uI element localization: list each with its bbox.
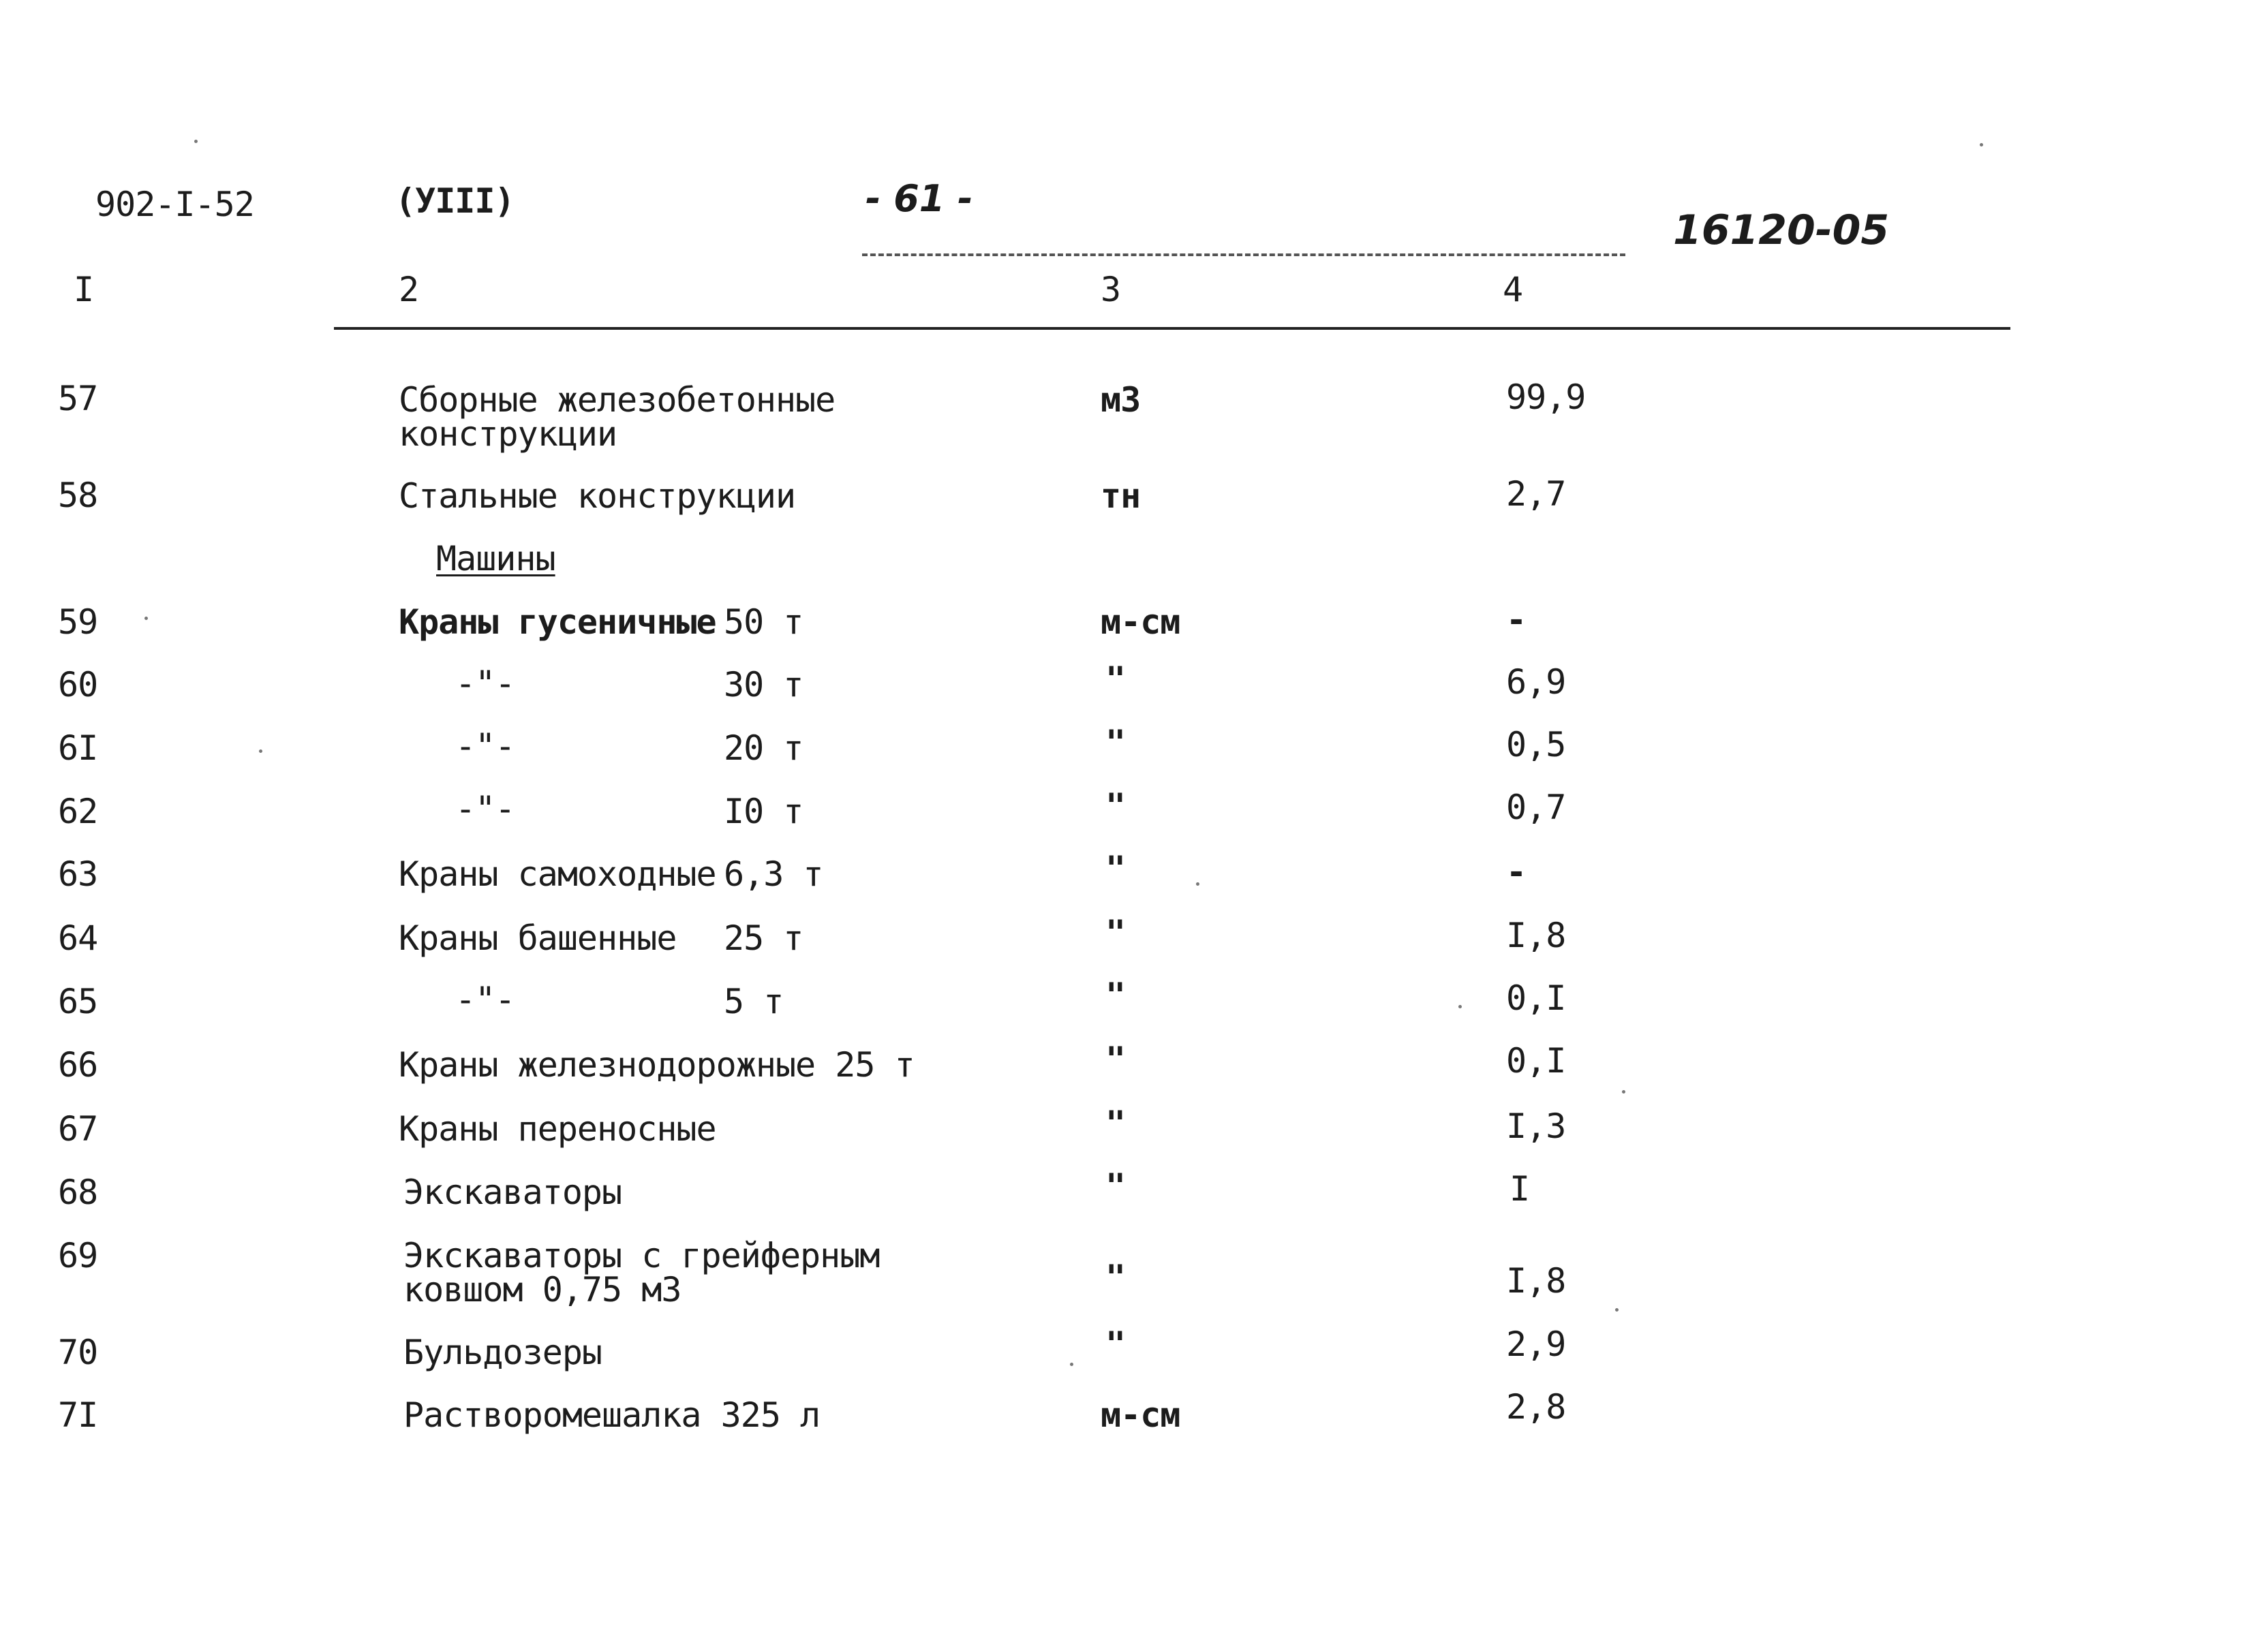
scan-speck (1622, 1090, 1625, 1094)
row-number: 64 (58, 918, 98, 958)
row-name: Краны переносные (399, 1109, 716, 1149)
row-name: -"- (455, 664, 515, 703)
row-name: Краны железнодорожные 25 т (399, 1045, 915, 1085)
row-value: I,3 (1506, 1106, 1566, 1146)
row-name: -"- (455, 726, 515, 766)
row-value: I (1510, 1169, 1530, 1209)
row-number: 7I (58, 1395, 98, 1435)
row-number: 58 (58, 476, 98, 515)
row-number: 62 (58, 792, 98, 831)
row-qty: 25 т (724, 918, 803, 958)
row-number: 6I (58, 728, 98, 768)
subheading-machines: Машины (436, 539, 555, 578)
row-number: 68 (58, 1173, 98, 1212)
col-header-1: I (74, 270, 94, 309)
header-rule (334, 327, 2010, 330)
row-value: 6,9 (1506, 662, 1566, 702)
stamp-number: 16120-05 (1673, 206, 1890, 254)
row-name: -"- (455, 789, 515, 828)
row-unit: м-см (1101, 1395, 1180, 1435)
doc-number: 902-I-52 (95, 185, 254, 224)
row-number: 59 (58, 602, 98, 642)
col-header-2: 2 (399, 270, 419, 309)
scan-speck (1196, 882, 1199, 886)
row-value: 2,7 (1506, 474, 1566, 514)
row-name: Краны гусеничные (399, 602, 716, 642)
row-qty: 5 т (724, 982, 784, 1021)
row-name-continued: конструкции (399, 414, 617, 454)
row-name: Краны башенные (399, 918, 677, 958)
row-name: -"- (455, 980, 515, 1019)
col-header-3: 3 (1101, 270, 1121, 309)
row-number: 70 (58, 1333, 98, 1372)
row-unit: " (1105, 849, 1126, 888)
row-unit: " (1105, 976, 1126, 1015)
row-number: 57 (58, 379, 98, 418)
row-number: 65 (58, 982, 98, 1021)
row-number: 66 (58, 1045, 98, 1085)
row-number: 63 (58, 854, 98, 894)
row-value: 0,7 (1506, 788, 1566, 827)
scan-speck (144, 617, 148, 620)
row-name: Стальные конструкции (399, 476, 796, 516)
scan-speck (1070, 1363, 1073, 1366)
row-name: Бульдозеры (403, 1333, 602, 1372)
row-unit: " (1105, 1166, 1126, 1206)
row-value: 0,I (1506, 1041, 1566, 1081)
col-header-4: 4 (1503, 270, 1523, 309)
row-value: I,8 (1506, 1261, 1566, 1301)
row-unit: " (1105, 786, 1126, 826)
row-qty: 20 т (724, 728, 803, 768)
row-value: I,8 (1506, 916, 1566, 955)
row-number: 67 (58, 1109, 98, 1149)
row-unit: " (1105, 1040, 1126, 1079)
row-number: 60 (58, 665, 98, 704)
row-unit: " (1105, 660, 1126, 699)
row-qty: 30 т (724, 665, 803, 704)
row-qty: 6,3 т (724, 854, 823, 894)
row-value: 0,5 (1506, 725, 1566, 764)
row-unit: " (1105, 1324, 1126, 1364)
row-unit: " (1105, 1258, 1126, 1297)
row-unit: " (1105, 913, 1126, 952)
row-value: 99,9 (1506, 377, 1586, 417)
row-unit: м-см (1101, 602, 1180, 642)
row-value: 0,I (1506, 978, 1566, 1018)
row-unit: м3 (1101, 380, 1141, 420)
row-name: Растворомешалка 325 л (403, 1395, 821, 1435)
row-unit: " (1105, 723, 1126, 762)
row-name: Сборные железобетонные (399, 380, 836, 420)
section-code: (УIII) (395, 181, 515, 221)
scan-speck (194, 140, 198, 143)
row-value: 2,8 (1506, 1387, 1566, 1427)
scan-speck (259, 749, 262, 753)
row-qty: 50 т (724, 602, 803, 642)
row-name: Экскаваторы с грейферным (403, 1236, 880, 1275)
row-value: - (1506, 852, 1527, 892)
scan-speck (1980, 143, 1983, 146)
stamp-dashed-line (862, 253, 1625, 256)
page-number: - 61 - (865, 177, 973, 220)
row-value: - (1506, 600, 1527, 640)
row-name-continued: ковшом 0,75 м3 (403, 1270, 681, 1310)
row-name: Краны самоходные (399, 854, 716, 894)
row-number: 69 (58, 1236, 98, 1275)
row-unit: тн (1101, 476, 1141, 516)
row-value: 2,9 (1506, 1324, 1566, 1364)
scan-speck (1615, 1308, 1619, 1312)
scan-speck (1458, 1005, 1462, 1008)
row-name: Экскаваторы (403, 1173, 622, 1212)
row-unit: " (1105, 1104, 1126, 1143)
row-qty: I0 т (724, 792, 803, 831)
